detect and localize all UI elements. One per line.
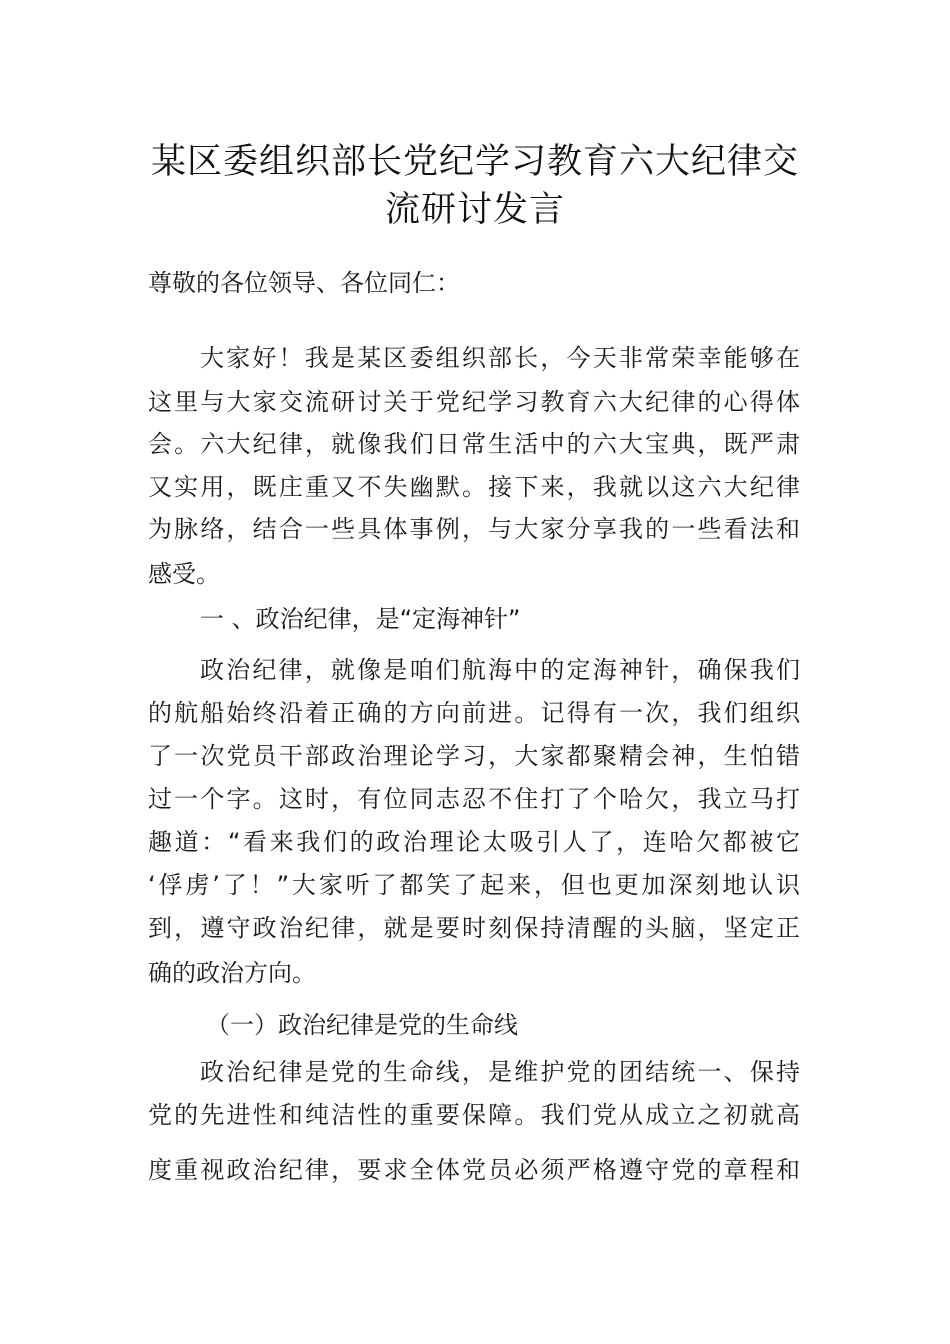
paragraph-line: 确的政治方向。	[148, 959, 316, 987]
paragraph-line: ‘俘虏’了！”大家听了都笑了起来，但也更加深刻地认识	[148, 871, 800, 899]
paragraph-line: 了一次党员干部政治理论学习，大家都聚精会神，生怕错	[148, 742, 800, 770]
paragraph-line: 这里与大家交流研讨关于党纪学习教育六大纪律的心得体	[148, 388, 800, 416]
paragraph-line: 会。六大纪律，就像我们日常生活中的六大宝典，既严肃	[148, 430, 800, 458]
document-title	[140, 138, 810, 234]
paragraph-line: 趣道：“看来我们的政治理论太吸引人了，连哈欠都被它	[148, 828, 800, 856]
sub-heading: （一）政治纪律是党的生命线	[206, 1011, 518, 1039]
paragraph-line: 感受。	[148, 560, 220, 588]
paragraph-line: 为脉络，结合一些具体事例，与大家分享我的一些看法和	[148, 515, 800, 543]
paragraph-line: 党的先进性和纯洁性的重要保障。我们党从成立之初就高	[148, 1101, 800, 1129]
paragraph-line: 政治纪律是党的生命线，是维护党的团结统一、保持	[200, 1058, 800, 1086]
paragraph-line: 过一个字。这时，有位同志忍不住打了个哈欠，我立马打	[148, 785, 800, 813]
salutation: 尊敬的各位领导、各位同仁：	[148, 269, 460, 297]
paragraph-line: 又实用，既庄重又不失幽默。接下来，我就以这六大纪律	[148, 473, 800, 501]
paragraph-line: 政治纪律，就像是咱们航海中的定海神针，确保我们	[200, 656, 800, 684]
section-heading: 一 、政治纪律，是“定海神针”	[200, 605, 521, 633]
title-line-2: 流研讨发言	[384, 190, 565, 230]
title-line-1: 某区委组织部长党纪学习教育六大纪律交	[150, 142, 799, 182]
paragraph-line: 的航船始终沿着正确的方向前进。记得有一次，我们组织	[148, 699, 800, 727]
paragraph-line: 度重视政治纪律，要求全体党员必须严格遵守党的章程和	[148, 1156, 800, 1184]
paragraph-line: 大家好！我是某区委组织部长，今天非常荣幸能够在	[200, 344, 800, 372]
paragraph-line: 到，遵守政治纪律，就是要时刻保持清醒的头脑，坚定正	[148, 914, 800, 942]
